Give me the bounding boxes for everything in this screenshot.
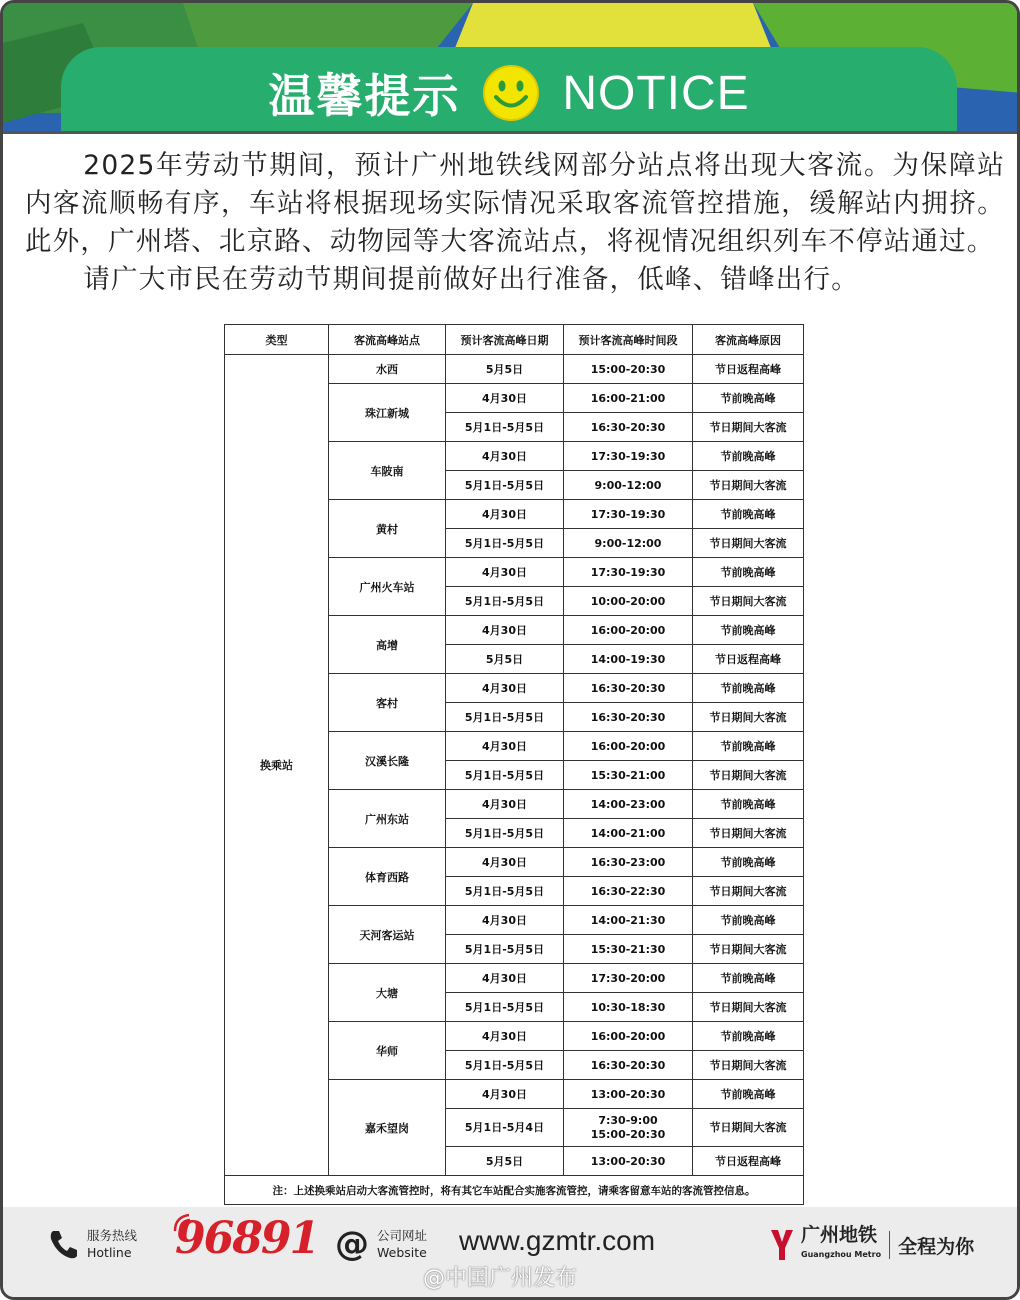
time-cell: 13:00-20:30 bbox=[564, 1080, 693, 1109]
watermark: @中国广州发布 bbox=[423, 1266, 578, 1291]
time-cell: 15:00-20:30 bbox=[564, 355, 693, 384]
reason-cell: 节前晚高峰 bbox=[693, 442, 804, 471]
header-station: 客流高峰站点 bbox=[329, 325, 446, 355]
date-cell: 5月1日-5月4日 bbox=[446, 1109, 564, 1147]
table-body bbox=[225, 355, 804, 1176]
time-cell: 16:00-21:00 bbox=[564, 384, 693, 413]
station-cell: 珠江新城 bbox=[329, 384, 446, 442]
date-cell: 4月30日 bbox=[446, 616, 564, 645]
date-cell: 5月1日-5月5日 bbox=[446, 471, 564, 500]
date-cell: 4月30日 bbox=[446, 500, 564, 529]
reason-cell: 节日期间大客流 bbox=[693, 761, 804, 790]
time-cell: 16:30-20:30 bbox=[564, 674, 693, 703]
smiley-icon bbox=[482, 64, 540, 122]
hotline-number-block bbox=[175, 1213, 318, 1264]
station-cell: 广州火车站 bbox=[329, 558, 446, 616]
reason-cell: 节前晚高峰 bbox=[693, 906, 804, 935]
signal-waves-icon bbox=[171, 1211, 201, 1235]
reason-cell: 节前晚高峰 bbox=[693, 732, 804, 761]
time-cell: 16:30-20:30 bbox=[564, 413, 693, 442]
reason-cell: 节日期间大客流 bbox=[693, 819, 804, 848]
reason-cell: 节前晚高峰 bbox=[693, 616, 804, 645]
logo-divider bbox=[889, 1231, 890, 1259]
date-cell: 4月30日 bbox=[446, 558, 564, 587]
time-cell: 15:30-21:30 bbox=[564, 935, 693, 964]
date-cell: 5月1日-5月5日 bbox=[446, 935, 564, 964]
reason-cell: 节日期间大客流 bbox=[693, 935, 804, 964]
title bbox=[61, 63, 957, 123]
metro-logo-block bbox=[769, 1225, 974, 1265]
header-date: 预计客流高峰日期 bbox=[446, 325, 564, 355]
title-english: NOTICE bbox=[562, 66, 750, 120]
phone-icon bbox=[47, 1227, 81, 1261]
at-sign-icon: @ bbox=[335, 1224, 369, 1264]
website-label-cn: 公司网址 bbox=[377, 1228, 428, 1243]
reason-cell: 节前晚高峰 bbox=[693, 384, 804, 413]
time-cell: 17:30-20:00 bbox=[564, 964, 693, 993]
station-cell: 嘉禾望岗 bbox=[329, 1080, 446, 1176]
date-cell: 4月30日 bbox=[446, 790, 564, 819]
reason-cell: 节前晚高峰 bbox=[693, 848, 804, 877]
time-cell: 17:30-19:30 bbox=[564, 442, 693, 471]
date-cell: 5月1日-5月5日 bbox=[446, 1051, 564, 1080]
station-cell: 车陂南 bbox=[329, 442, 446, 500]
time-cell: 14:00-21:30 bbox=[564, 906, 693, 935]
time-cell: 14:00-19:30 bbox=[564, 645, 693, 674]
website-url[interactable]: www.gzmtr.com bbox=[459, 1225, 656, 1256]
time-cell: 14:00-21:00 bbox=[564, 819, 693, 848]
station-cell: 黄村 bbox=[329, 500, 446, 558]
peak-flow-table bbox=[224, 324, 803, 1205]
reason-cell: 节日期间大客流 bbox=[693, 1051, 804, 1080]
reason-cell: 节前晚高峰 bbox=[693, 964, 804, 993]
table-header-row bbox=[225, 325, 804, 355]
station-cell: 天河客运站 bbox=[329, 906, 446, 964]
date-cell: 5月1日-5月5日 bbox=[446, 819, 564, 848]
reason-cell: 节日期间大客流 bbox=[693, 993, 804, 1022]
time-cell: 10:30-18:30 bbox=[564, 993, 693, 1022]
date-cell: 5月5日 bbox=[446, 645, 564, 674]
hotline-block bbox=[47, 1227, 137, 1261]
date-cell: 5月1日-5月5日 bbox=[446, 413, 564, 442]
date-cell: 5月1日-5月5日 bbox=[446, 993, 564, 1022]
intro-paragraph-2: 请广大市民在劳动节期间提前做好出行准备，低峰、错峰出行。 bbox=[83, 264, 859, 295]
reason-cell: 节前晚高峰 bbox=[693, 558, 804, 587]
station-cell: 客村 bbox=[329, 674, 446, 732]
time-cell: 9:00-12:00 bbox=[564, 529, 693, 558]
time-cell: 9:00-12:00 bbox=[564, 471, 693, 500]
reason-cell: 节前晚高峰 bbox=[693, 674, 804, 703]
time-cell: 10:00-20:00 bbox=[564, 587, 693, 616]
date-cell: 4月30日 bbox=[446, 848, 564, 877]
station-cell: 华师 bbox=[329, 1022, 446, 1080]
station-cell: 高增 bbox=[329, 616, 446, 674]
guangzhou-metro-logo-icon bbox=[769, 1228, 795, 1262]
reason-cell: 节日返程高峰 bbox=[693, 355, 804, 384]
time-cell: 17:30-19:30 bbox=[564, 500, 693, 529]
reason-cell: 节前晚高峰 bbox=[693, 1022, 804, 1051]
reason-cell: 节日期间大客流 bbox=[693, 703, 804, 732]
date-cell: 4月30日 bbox=[446, 674, 564, 703]
table-note: 注：上述换乘站启动大客流管控时，将有其它车站配合实施客流管控，请乘客留意车站的客流管控信息。 bbox=[225, 1176, 804, 1205]
hotline-label-en: Hotline bbox=[87, 1245, 132, 1260]
time-cell: 13:00-20:30 bbox=[564, 1147, 693, 1176]
metro-name-en: Guangzhou Metro bbox=[801, 1250, 882, 1259]
time-cell: 17:30-19:30 bbox=[564, 558, 693, 587]
website-label-block bbox=[335, 1224, 428, 1264]
reason-cell: 节日期间大客流 bbox=[693, 1109, 804, 1147]
metro-slogan: 全程为你 bbox=[898, 1235, 975, 1258]
reason-cell: 节日期间大客流 bbox=[693, 471, 804, 500]
date-cell: 4月30日 bbox=[446, 732, 564, 761]
time-cell: 16:30-22:30 bbox=[564, 877, 693, 906]
hotline-label-cn: 服务热线 bbox=[87, 1228, 138, 1243]
time-cell: 16:30-20:30 bbox=[564, 1051, 693, 1080]
date-cell: 5月1日-5月5日 bbox=[446, 587, 564, 616]
date-cell: 4月30日 bbox=[446, 1080, 564, 1109]
reason-cell: 节前晚高峰 bbox=[693, 500, 804, 529]
reason-cell: 节日期间大客流 bbox=[693, 413, 804, 442]
date-cell: 5月1日-5月5日 bbox=[446, 529, 564, 558]
reason-cell: 节日返程高峰 bbox=[693, 1147, 804, 1176]
title-chinese: 温馨提示 bbox=[268, 69, 461, 123]
time-cell: 15:30-21:00 bbox=[564, 761, 693, 790]
station-cell: 广州东站 bbox=[329, 790, 446, 848]
header-divider bbox=[3, 131, 1020, 134]
time-cell: 7:30-9:00 15:00-20:30 bbox=[564, 1109, 693, 1147]
date-cell: 4月30日 bbox=[446, 906, 564, 935]
table-note-row bbox=[225, 1176, 804, 1205]
header-type: 类型 bbox=[225, 325, 329, 355]
time-cell: 16:30-23:00 bbox=[564, 848, 693, 877]
intro-paragraph-1: 2025年劳动节期间，预计广州地铁线网部分站点将出现大客流。为保障站内客流顺畅有序，车站将根据现场实际情况采取客流管控措施，缓解站内拥挤。此外，广州塔、北京路、动物园等大客流站点，将视情况组织列车不停站通过。 bbox=[25, 150, 1005, 257]
date-cell: 5月1日-5月5日 bbox=[446, 877, 564, 906]
time-cell: 16:00-20:00 bbox=[564, 616, 693, 645]
date-cell: 5月5日 bbox=[446, 355, 564, 384]
station-cell: 体育西路 bbox=[329, 848, 446, 906]
date-cell: 5月5日 bbox=[446, 1147, 564, 1176]
header-reason: 客流高峰原因 bbox=[693, 325, 804, 355]
date-cell: 4月30日 bbox=[446, 964, 564, 993]
title-banner bbox=[61, 47, 957, 133]
reason-cell: 节日期间大客流 bbox=[693, 529, 804, 558]
date-cell: 4月30日 bbox=[446, 1022, 564, 1051]
time-cell: 16:00-20:00 bbox=[564, 732, 693, 761]
date-cell: 5月1日-5月5日 bbox=[446, 761, 564, 790]
type-cell: 换乘站 bbox=[225, 355, 329, 1176]
reason-cell: 节日期间大客流 bbox=[693, 877, 804, 906]
time-cell: 16:30-20:30 bbox=[564, 703, 693, 732]
website-label-en: Website bbox=[377, 1245, 427, 1260]
hotline-number[interactable]: 96891 bbox=[175, 1213, 319, 1264]
station-cell: 汉溪长隆 bbox=[329, 732, 446, 790]
intro-text bbox=[25, 147, 1005, 299]
date-cell: 4月30日 bbox=[446, 384, 564, 413]
station-cell: 水西 bbox=[329, 355, 446, 384]
reason-cell: 节日期间大客流 bbox=[693, 587, 804, 616]
date-cell: 4月30日 bbox=[446, 442, 564, 471]
time-cell: 16:00-20:00 bbox=[564, 1022, 693, 1051]
reason-cell: 节日返程高峰 bbox=[693, 645, 804, 674]
website-block bbox=[459, 1225, 655, 1257]
date-cell: 5月1日-5月5日 bbox=[446, 703, 564, 732]
header-time: 预计客流高峰时间段 bbox=[564, 325, 693, 355]
time-cell: 14:00-23:00 bbox=[564, 790, 693, 819]
table-row bbox=[225, 355, 804, 384]
reason-cell: 节前晚高峰 bbox=[693, 790, 804, 819]
station-cell: 大塘 bbox=[329, 964, 446, 1022]
metro-name-cn: 广州地铁 bbox=[801, 1224, 878, 1246]
reason-cell: 节前晚高峰 bbox=[693, 1080, 804, 1109]
